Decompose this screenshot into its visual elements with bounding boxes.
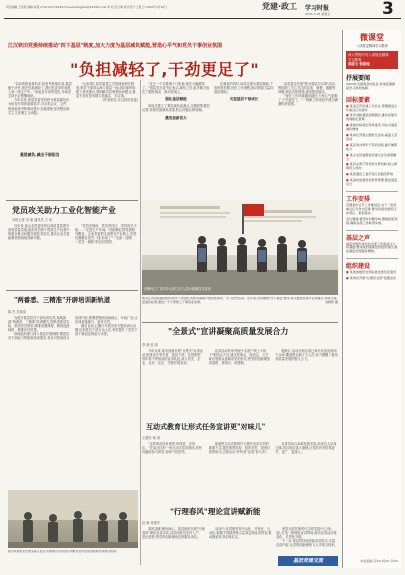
bullet-icon: ● (346, 178, 350, 183)
right-paragraph: 局党委还开展"我为基层办实事"活动,围绕职工关心关注的住宿、就餐、通勤等问题,制定具体措施,逐项推进落实。 (278, 82, 336, 95)
sidebar-news-item (346, 124, 398, 132)
art4-paragraph: 活动中,宣讲团坚持分众化、对象化、互动化,根据不同群体特点量身定制宣讲内容,推动理论宣讲走深走实。 (209, 527, 272, 540)
sidebar-section-title: 工作安排 (346, 196, 371, 203)
right-paragraph: 在减负的同时,该局注重为基层赋能,下放审批权限,优化工作流程,推动资源力量向基层倾斜。 (214, 82, 274, 95)
paper-name: 学习时报 (305, 5, 330, 12)
sidebar-news-item-text: 某高校加强党员教育管理,激发基层活力 (346, 178, 398, 187)
photo-inline-caption: 在赣州工厂技术中心的工作人员介绍新技术应用 (144, 287, 211, 291)
right-paragraph: "现在工作环境越来越好,大家心气更顺了,干劲更足了。"一线职工的话语中透出满满的获得感。 (278, 94, 338, 107)
sidebar-section-body: 会议强调,要坚持问题导向,聚焦短板弱项,确保各项工作取得实效。 (346, 216, 398, 225)
bottom-right-body (276, 527, 338, 553)
art2-paragraph: 据统计,活动开展以来已举办各类宣讲两千余场,覆盖群众数十万人次,有力凝聚了推动高质量发展的强大合力。 (275, 349, 338, 362)
column-divider (140, 80, 141, 565)
lead-paragraph: 今年以来,该局党委坚持把为基层减负作为转变作风的重要抓手,对各类会议、文件、督查检查考核事项进行全面清理,坚决整治形式主义官僚主义问题。 (8, 98, 70, 115)
sidebar-news-item (346, 134, 398, 142)
bullet-icon: ● (346, 133, 350, 138)
lead-paragraph: "以前的报表材料多,检查考核频次高,基层疲于应付,现在负担减轻了,我们有更多时间投入到一线生产中。"谈起近年来的变化,车间党支部书记感慨地说。 (8, 82, 72, 99)
art3-paragraph: 宣讲员结合本地发展实际,用身边人讲身边事,用百姓话讲大道理,让党的声音传得更开、更广、更深入。 (275, 442, 337, 455)
feature-title: 党员攻关助力工业化智能产业 (12, 205, 116, 215)
art4-body (142, 527, 272, 565)
sidebar-news-item-text: 某企业党委推进党建与业务深度融合 (346, 152, 397, 161)
sidebar-news-item (346, 114, 398, 122)
bullet-icon: ● (346, 113, 350, 118)
art3-byline: 王德民 杨 涛 (142, 436, 160, 440)
art2-title: "全景式"宣讲凝聚高质量发展合力 (168, 326, 289, 336)
mid-col (142, 82, 210, 197)
lead-sign: (作者单位:江汉铁田党委) (102, 98, 138, 103)
promo-line: 深入贯彻中央八项规定精神 (348, 53, 389, 57)
sidebar-news-item-text: 某单位开展主题党日活动,重温入党誓词 (346, 133, 398, 141)
art3-title: 互动式教育让形式任务宣讲更"对味儿" (146, 422, 266, 431)
sidebar-news-item-text: 某街道党工委打造红色服务阵地 (349, 172, 394, 177)
right-col (214, 82, 338, 197)
sidebar-section-title: 回标要素 (346, 96, 371, 104)
bullet-icon: ● (346, 123, 350, 128)
sub1-paragraph: 为提升基层党员干部培训实效,某地探索"两番悉、三精准"培训模式,即熟悉基层实际、熟悉党员需求,精准设置课程、精准选派师资、精准评估效果。 (8, 316, 70, 333)
main-photo (142, 200, 338, 295)
sidebar (342, 30, 401, 568)
sidebar-section-item-text: 某地加强党支部标准化规范化建设 (349, 270, 397, 275)
divider (142, 322, 338, 323)
mid-paragraph: 该局还建立了基层减负监测点,定期收集基层反馈,持续巩固减负成果,防止问题反弹回潮。 (142, 104, 210, 113)
right-subhead: 关爱基层干部成长 (229, 97, 259, 102)
sidebar-news-item-text: 某地持续深化作风建设,切实为基层减负增效 (346, 123, 398, 132)
sub1-byline: 陈 杰 吴德清 (8, 310, 26, 314)
mid-subhead-1: 强化基层赋能 (165, 97, 187, 102)
sidebar-section-item: ● 某单位开展"红旗党支部"创建活动 (346, 276, 396, 281)
header-date: 2025.3.28 星期五 (305, 12, 331, 16)
sidebar-brand: 微课堂 (360, 33, 384, 42)
feature-paragraph: "党员先锋岗、党员责任区、党员攻关小组……"走进生产车间,一面面鲜红的党旗格外醒目。企业党委把支部建在产业链上,把党员凝聚在攻关一线,形成了"一支部一品牌、一党员一旗帜"的良好氛围。 (75, 224, 137, 245)
sub1-title: "两番悉、三精准"开辟培训新轨道 (14, 296, 111, 304)
art3-body (142, 442, 338, 502)
feature-body (8, 224, 138, 286)
bottom-photo-scene (8, 490, 138, 548)
art4-byline: 赵 敏 周建华 (142, 521, 160, 525)
sidebar-news-item-text: 某县完善干部考核评价机制,树立鲜明用人导向 (346, 162, 398, 171)
sidebar-news-item-text: 某区举办青年干部培训班,提升履职能力 (346, 142, 398, 151)
art4-paragraph: 春风送暖,理论润心。某县组织开展"行理春风"理论宣讲活动,宣讲团成员走村入户、进企进校,把党的创新理论送到群众身边。 (142, 527, 205, 540)
mid-paragraph: "过去一个月要填十几张表,现在大幅精简了。"基层党支部书记表示,减负之后,更多精力放在了服务群众、推动发展上。 (142, 82, 210, 95)
feature-byline: 本报记者 刘 聪 通讯员 王 伟 (12, 218, 53, 222)
sidebar-section-title: 组织建设 (346, 263, 371, 271)
bullet-icon: ● (346, 152, 350, 157)
bottom-right-paragraph: 该县还依托新时代文明实践中心(所、站),打造一批理论宣讲阵地,推动宣讲活动常态化、长效化开展。 (276, 527, 337, 540)
bullet-icon: ● (346, 172, 350, 177)
sidebar-section-title: 抒展要闻 (346, 74, 371, 82)
lead-col-2 (76, 82, 138, 197)
section-label: 党建·政工 (262, 2, 298, 11)
lead-paragraph: 与此同时,局党委建立完善调查研究制度,领导干部带头深入基层一线,面对面听取职工意见建议,帮助解决急难愁盼问题,让基层干部有更多精力抓落实、办实事。 (76, 82, 136, 99)
mid-subhead-2: 激发创新活力 (165, 115, 187, 120)
sub1-paragraph: 该地组织部门深入基层开展调研,摸清党员干部能力短板和培训需求,有针对性地设计培训内容,把课堂搬到田间地头、车间厂房,让培训更接地气、更有实效。 (8, 316, 138, 341)
sidebar-section-body: 基层党组织是党的全部工作和战斗力的基础,要持续加强基层党组织建设,推动基层治理提质增效。 (346, 241, 398, 254)
feature-paragraph: 近年来,某企业党委坚持以高质量党建引领高质量发展,组织党员骨干围绕生产经营中的重点难点问题开展技术攻关,推动企业在智能制造领域取得新突破。 (8, 224, 70, 241)
sidebar-section-item: ● 某地加强党支部标准化规范化建设 (346, 270, 397, 275)
header-rule (4, 18, 401, 19)
sidebar-news-item-text: 某市创新基层治理模式,推动党建引领网格化管理 (346, 113, 398, 122)
art3-paragraph: "这样的宣讲有意思,听得进、记得住。"在某社区的一场互动式宣讲现场,居民们踊跃参与问答,现场气氛热烈。 (142, 442, 202, 455)
photo-scene (142, 200, 338, 295)
bottom-photo (8, 490, 138, 548)
divider (6, 200, 138, 201)
sidebar-brand-sub: 八项规定精神学习教育 (356, 44, 388, 48)
header-info: 责任编辑 王思思 编辑 杨苗 0791-8657XXXX E-mail:dangjian@XXXXX.com 审 校 张玉梅 版式设计 王曼 日 2025年3月28日 (6, 5, 167, 9)
sidebar-news-item (346, 179, 398, 187)
sidebar-promo (346, 51, 398, 69)
sidebar-footer: 本版编辑 邵XX 杨XX 李XX (360, 559, 398, 564)
divider (6, 290, 138, 291)
sidebar-section-item-text: 某单位开展"红旗党支部"创建活动 (349, 276, 396, 281)
bullet-icon: ● (346, 162, 350, 167)
photo-caption-text: 图为江西省铁路局组织青年干部到红色教育基地开展党性教育、学习党史活动。近年来,该局聚焦"四下基层"要求,深入推进党建与业务融合,持续为基层减负松绑,激发广大干部职工干事创业热情。 (142, 297, 337, 304)
sidebar-news-item (346, 163, 398, 171)
art4-title: "行理春风"理论宣讲赋新能 (170, 507, 261, 516)
sidebar-news-item-text: 某省召开党建工作会议,部署推进全年重点任务落实 (346, 103, 398, 112)
headline: "负担减轻了,干劲更足了" (70, 60, 260, 79)
sidebar-item-list (346, 105, 398, 187)
sidebar-news-item (346, 144, 398, 152)
art3-paragraph: 某地把互动式教育作为提升宣讲实效的重要方式,通过情景再现、知识竞答、现场讨论等形式,让群众从"旁听者"变成"参与者"。 (208, 442, 271, 455)
sub1-paragraph: 截至目前,已累计开展各类专题培训百余期,培训党员干部万余人次,有效提升了党员干部干事创业的能力本领。 (75, 324, 138, 337)
art2-byline: 李 晓 张 明 (142, 343, 158, 347)
art2-body (142, 349, 338, 417)
art2-paragraph: 今年以来,某市创新开展"全景式"宣讲活动,组建由专家学者、基层干部、先进典型、青年骨干等组成的宣讲队伍,深入机关、企业、农村、社区、学校开展宣讲。 (142, 349, 204, 366)
bottom-caption: 图为某地党员志愿者深入社区开展理论宣讲活动,向群众宣传党的创新理论和惠民政策。 (8, 550, 119, 553)
sidebar-section-title: 基层之声 (346, 234, 371, 242)
sidebar-section-body: 2025年全国两会结束后,各地迅速掀起学习贯彻热潮。 (346, 81, 396, 90)
lead-col-1 (8, 82, 72, 197)
promo-line: 读原文 悟原理 (348, 62, 370, 67)
sidebar-news-item (346, 154, 398, 162)
sidebar-section-body: 近期某市召开工作推进会,对下一阶段重点任务作出安排,要求各级党组织压实责任、狠抓落实。 (346, 203, 397, 215)
art2-paragraph: 宣讲活动采用"理论+实践""线上+线下"相结合方式,通过故事会、座谈会、文艺演出等群众喜闻乐见的形式,把党的创新理论讲清楚、讲明白、讲透彻。 (208, 349, 271, 366)
photo-credit: 刘晓阳 摄 (325, 299, 338, 304)
page-number: 3 (382, 0, 394, 19)
promo-line: 学习教育 (348, 57, 362, 62)
sidebar-news-item (346, 173, 398, 177)
bottom-right-paragraph: 下一步,该县将持续创新宣讲形式,丰富宣讲内容,让党的创新理论飞入寻常百姓家。 (276, 539, 338, 548)
bullet-icon: ● (346, 103, 350, 108)
bottom-badge: 基层党建交流 (278, 556, 338, 566)
sub1-body (8, 316, 138, 488)
photo-caption (142, 297, 338, 315)
kicker: 江汉铁田党委持续推动"四下基层"制度,加大力度为基层减负赋能,营造心平气和党员干事创业氛围 (8, 43, 223, 49)
lead-subhead: 基层减负,减出干部担当 (20, 152, 60, 157)
sidebar-news-item (346, 105, 398, 113)
bullet-icon: ● (346, 142, 350, 147)
